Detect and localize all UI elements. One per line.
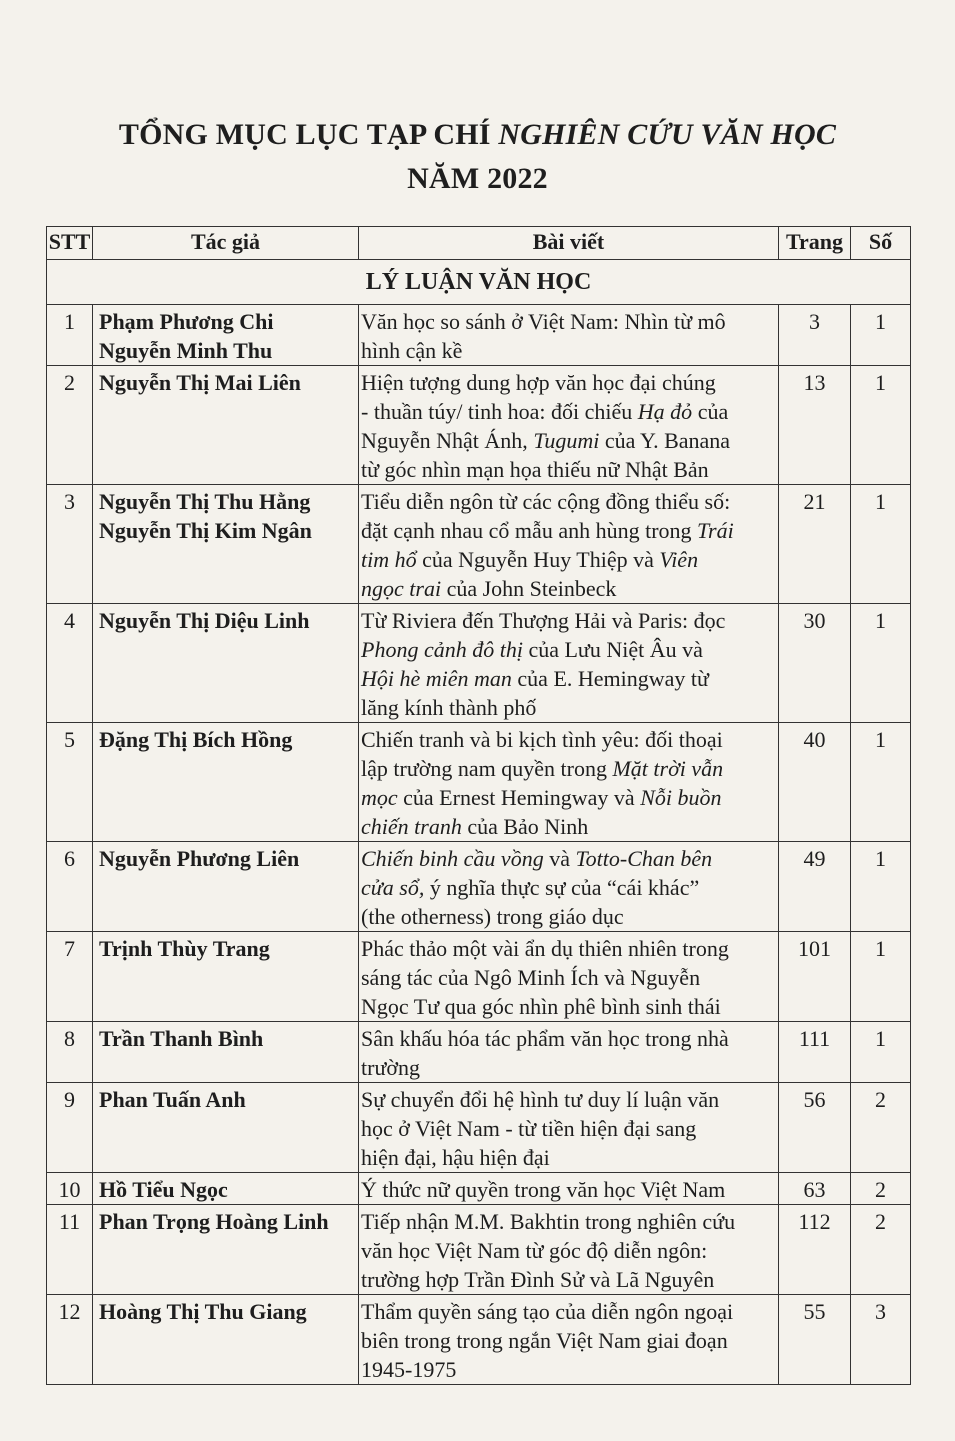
author-cell bbox=[93, 1022, 359, 1083]
article-text: Ý thức nữ quyền trong văn học Việt Nam bbox=[361, 1177, 726, 1202]
work-title: Hạ đỏ bbox=[637, 399, 693, 424]
article-line bbox=[361, 606, 776, 635]
table-row bbox=[47, 604, 911, 723]
article-line bbox=[361, 368, 776, 397]
article-line bbox=[361, 1053, 776, 1082]
contents-table bbox=[46, 226, 911, 1385]
author-cell bbox=[93, 604, 359, 723]
issue-number: 1 bbox=[851, 932, 911, 1022]
article-text: đặt cạnh nhau cổ mẫu anh hùng trong bbox=[361, 518, 698, 543]
article-text: văn học Việt Nam từ góc độ diễn ngôn: bbox=[361, 1238, 708, 1263]
issue-number: 1 bbox=[851, 842, 911, 932]
article-line bbox=[361, 725, 776, 754]
issue-number: 2 bbox=[851, 1173, 911, 1205]
article-text: Tiếp nhận M.M. Bakhtin trong nghiên cứu bbox=[361, 1209, 736, 1234]
author-name: Nguyễn Thị Kim Ngân bbox=[99, 518, 312, 543]
author-name: Nguyễn Thị Mai Liên bbox=[99, 370, 301, 395]
row-number: 12 bbox=[47, 1295, 93, 1385]
work-title: Nỗi buồn bbox=[640, 785, 722, 810]
table-row bbox=[47, 1295, 911, 1385]
article-text: Ngọc Tư qua góc nhìn phê bình sinh thái bbox=[361, 994, 721, 1019]
author-cell bbox=[93, 1205, 359, 1295]
article-line bbox=[361, 455, 776, 484]
page-number: 63 bbox=[779, 1173, 851, 1205]
author-name: Đặng Thị Bích Hồng bbox=[99, 727, 293, 752]
article-text: và bbox=[543, 846, 576, 871]
article-cell bbox=[359, 485, 779, 604]
article-line bbox=[361, 1143, 776, 1172]
header-stt: STT bbox=[47, 227, 93, 260]
author-cell bbox=[93, 842, 359, 932]
page-number: 56 bbox=[779, 1083, 851, 1173]
article-text: của Ernest Hemingway và bbox=[397, 785, 641, 810]
article-line bbox=[361, 693, 776, 722]
row-number: 1 bbox=[47, 305, 93, 366]
table-row bbox=[47, 842, 911, 932]
work-title: Chiến binh cầu vồng bbox=[361, 846, 544, 871]
article-text: của Bảo Ninh bbox=[461, 814, 589, 839]
article-text: Văn học so sánh ở Việt Nam: Nhìn từ mô bbox=[361, 309, 726, 334]
author-name: Trần Thanh Bình bbox=[99, 1026, 264, 1051]
article-line bbox=[361, 1265, 776, 1294]
article-line bbox=[361, 635, 776, 664]
author-name: Phan Tuấn Anh bbox=[99, 1087, 246, 1112]
header-page: Trang bbox=[779, 227, 851, 260]
article-text: Chiến tranh và bi kịch tình yêu: đối thoại bbox=[361, 727, 723, 752]
row-number: 9 bbox=[47, 1083, 93, 1173]
article-text: Nguyễn Nhật Ánh, bbox=[361, 428, 534, 453]
article-text: của Lưu Niệt Âu và bbox=[522, 637, 703, 662]
article-text: hình cận kề bbox=[361, 338, 463, 363]
article-text: học ở Việt Nam - từ tiền hiện đại sang bbox=[361, 1116, 697, 1141]
article-cell bbox=[359, 604, 779, 723]
article-line bbox=[361, 307, 776, 336]
article-line bbox=[361, 516, 776, 545]
article-cell bbox=[359, 366, 779, 485]
work-title: Viên bbox=[659, 547, 699, 572]
article-text: - thuần túy/ tinh hoa: đối chiếu bbox=[361, 399, 638, 424]
article-text: Sự chuyển đổi hệ hình tư duy lí luận văn bbox=[361, 1087, 720, 1112]
article-text: trường bbox=[361, 1055, 420, 1080]
table-row bbox=[47, 1173, 911, 1205]
article-line bbox=[361, 545, 776, 574]
header-author: Tác giả bbox=[93, 227, 359, 260]
article-cell bbox=[359, 1295, 779, 1385]
article-line bbox=[361, 1297, 776, 1326]
author-cell bbox=[93, 1083, 359, 1173]
work-title: cửa sổ, bbox=[361, 875, 425, 900]
article-line bbox=[361, 1114, 776, 1143]
article-cell bbox=[359, 305, 779, 366]
article-line bbox=[361, 963, 776, 992]
header-issue: Số bbox=[851, 227, 911, 260]
row-number: 10 bbox=[47, 1173, 93, 1205]
article-cell bbox=[359, 1083, 779, 1173]
article-text: (the otherness) trong giáo dục bbox=[361, 904, 624, 929]
article-line bbox=[361, 1024, 776, 1053]
page-number: 49 bbox=[779, 842, 851, 932]
article-cell bbox=[359, 723, 779, 842]
article-text: hiện đại, hậu hiện đại bbox=[361, 1145, 550, 1170]
page-number: 13 bbox=[779, 366, 851, 485]
page-number: 55 bbox=[779, 1295, 851, 1385]
table-row bbox=[47, 366, 911, 485]
article-text: ý nghĩa thực sự của “cái khác” bbox=[424, 875, 700, 900]
row-number: 3 bbox=[47, 485, 93, 604]
table-row bbox=[47, 305, 911, 366]
article-text: trường hợp Trần Đình Sử và Lã Nguyên bbox=[361, 1267, 715, 1292]
table-header-row bbox=[47, 227, 911, 260]
article-text: lập trường nam quyền trong bbox=[361, 756, 613, 781]
issue-number: 1 bbox=[851, 485, 911, 604]
row-number: 5 bbox=[47, 723, 93, 842]
article-line bbox=[361, 902, 776, 931]
issue-number: 1 bbox=[851, 723, 911, 842]
issue-number: 1 bbox=[851, 604, 911, 723]
work-title: Hội hè miên man bbox=[361, 666, 512, 691]
article-line bbox=[361, 397, 776, 426]
author-name: Hồ Tiểu Ngọc bbox=[99, 1177, 228, 1202]
article-text: của John Steinbeck bbox=[441, 576, 617, 601]
article-cell bbox=[359, 932, 779, 1022]
article-text: từ góc nhìn mạn họa thiếu nữ Nhật Bản bbox=[361, 457, 709, 482]
author-cell bbox=[93, 366, 359, 485]
article-line bbox=[361, 487, 776, 516]
article-line bbox=[361, 336, 776, 365]
work-title: Totto-Chan bên bbox=[575, 846, 713, 871]
author-name: Phạm Phương Chi bbox=[99, 309, 274, 334]
section-title: LÝ LUẬN VĂN HỌC bbox=[47, 260, 911, 305]
work-title: Phong cảnh đô thị bbox=[361, 637, 523, 662]
page-number: 111 bbox=[779, 1022, 851, 1083]
row-number: 11 bbox=[47, 1205, 93, 1295]
article-text: Thẩm quyền sáng tạo của diễn ngôn ngoại bbox=[361, 1299, 734, 1324]
page-number: 40 bbox=[779, 723, 851, 842]
author-cell bbox=[93, 305, 359, 366]
row-number: 4 bbox=[47, 604, 93, 723]
article-line bbox=[361, 754, 776, 783]
table-row bbox=[47, 1205, 911, 1295]
table-row bbox=[47, 932, 911, 1022]
work-title: mọc bbox=[361, 785, 398, 810]
work-title: Trái bbox=[697, 518, 734, 543]
issue-number: 1 bbox=[851, 305, 911, 366]
article-line bbox=[361, 812, 776, 841]
article-text: của Y. Banana bbox=[599, 428, 731, 453]
article-text: Phác thảo một vài ẩn dụ thiên nhiên trong bbox=[361, 936, 729, 961]
article-cell bbox=[359, 1173, 779, 1205]
issue-number: 1 bbox=[851, 1022, 911, 1083]
author-name: Nguyễn Minh Thu bbox=[99, 338, 273, 363]
author-cell bbox=[93, 932, 359, 1022]
issue-number: 1 bbox=[851, 366, 911, 485]
page-number: 30 bbox=[779, 604, 851, 723]
issue-number: 2 bbox=[851, 1083, 911, 1173]
table-row bbox=[47, 1083, 911, 1173]
article-text: của bbox=[692, 399, 729, 424]
article-line bbox=[361, 1175, 776, 1204]
page-number: 21 bbox=[779, 485, 851, 604]
author-cell bbox=[93, 485, 359, 604]
article-line bbox=[361, 426, 776, 455]
author-name: Nguyễn Thị Diệu Linh bbox=[99, 608, 310, 633]
author-name: Hoàng Thị Thu Giang bbox=[99, 1299, 307, 1324]
article-line bbox=[361, 1207, 776, 1236]
table-row bbox=[47, 485, 911, 604]
document-title bbox=[0, 118, 955, 152]
article-text: của E. Hemingway từ bbox=[511, 666, 709, 691]
article-line bbox=[361, 844, 776, 873]
article-text: Sân khấu hóa tác phẩm văn học trong nhà bbox=[361, 1026, 729, 1051]
document-year: NĂM 2022 bbox=[407, 162, 548, 195]
page-number: 3 bbox=[779, 305, 851, 366]
page-number: 112 bbox=[779, 1205, 851, 1295]
article-line bbox=[361, 992, 776, 1021]
article-line bbox=[361, 1326, 776, 1355]
author-name: Phan Trọng Hoàng Linh bbox=[99, 1209, 329, 1234]
article-text: biên trong trong ngắn Việt Nam giai đoạn bbox=[361, 1328, 728, 1353]
work-title: Mặt trời vẫn bbox=[612, 756, 724, 781]
article-line bbox=[361, 934, 776, 963]
row-number: 7 bbox=[47, 932, 93, 1022]
author-name: Nguyễn Phương Liên bbox=[99, 846, 300, 871]
journal-name: NGHIÊN CỨU VĂN HỌC bbox=[498, 118, 837, 151]
article-line bbox=[361, 664, 776, 693]
article-line bbox=[361, 1236, 776, 1265]
article-text: Hiện tượng dung hợp văn học đại chúng bbox=[361, 370, 716, 395]
header-article: Bài viết bbox=[359, 227, 779, 260]
article-text: của Nguyễn Huy Thiệp và bbox=[416, 547, 660, 572]
work-title: ngọc trai bbox=[361, 576, 442, 601]
title-prefix: TỔNG MỤC LỤC TẠP CHÍ bbox=[118, 118, 491, 151]
article-line bbox=[361, 783, 776, 812]
section-row bbox=[47, 260, 911, 305]
article-text: Từ Riviera đến Thượng Hải và Paris: đọc bbox=[361, 608, 726, 633]
author-name: Nguyễn Thị Thu Hằng bbox=[99, 489, 311, 514]
article-text: lăng kính thành phố bbox=[361, 695, 537, 720]
author-cell bbox=[93, 723, 359, 842]
article-cell bbox=[359, 842, 779, 932]
article-line bbox=[361, 873, 776, 902]
work-title: chiến tranh bbox=[361, 814, 462, 839]
article-cell bbox=[359, 1205, 779, 1295]
author-cell bbox=[93, 1173, 359, 1205]
article-text: Tiểu diễn ngôn từ các cộng đồng thiểu số: bbox=[361, 489, 731, 514]
work-title: tim hổ bbox=[361, 547, 417, 572]
issue-number: 2 bbox=[851, 1205, 911, 1295]
article-text: 1945-1975 bbox=[361, 1357, 457, 1382]
issue-number: 3 bbox=[851, 1295, 911, 1385]
article-line bbox=[361, 1085, 776, 1114]
page-number: 101 bbox=[779, 932, 851, 1022]
table-row bbox=[47, 1022, 911, 1083]
row-number: 2 bbox=[47, 366, 93, 485]
row-number: 6 bbox=[47, 842, 93, 932]
row-number: 8 bbox=[47, 1022, 93, 1083]
article-line bbox=[361, 1355, 776, 1384]
table-row bbox=[47, 723, 911, 842]
article-text: sáng tác của Ngô Minh Ích và Nguyễn bbox=[361, 965, 701, 990]
work-title: Tugumi bbox=[533, 428, 600, 453]
article-line bbox=[361, 574, 776, 603]
author-cell bbox=[93, 1295, 359, 1385]
author-name: Trịnh Thùy Trang bbox=[99, 936, 270, 961]
article-cell bbox=[359, 1022, 779, 1083]
